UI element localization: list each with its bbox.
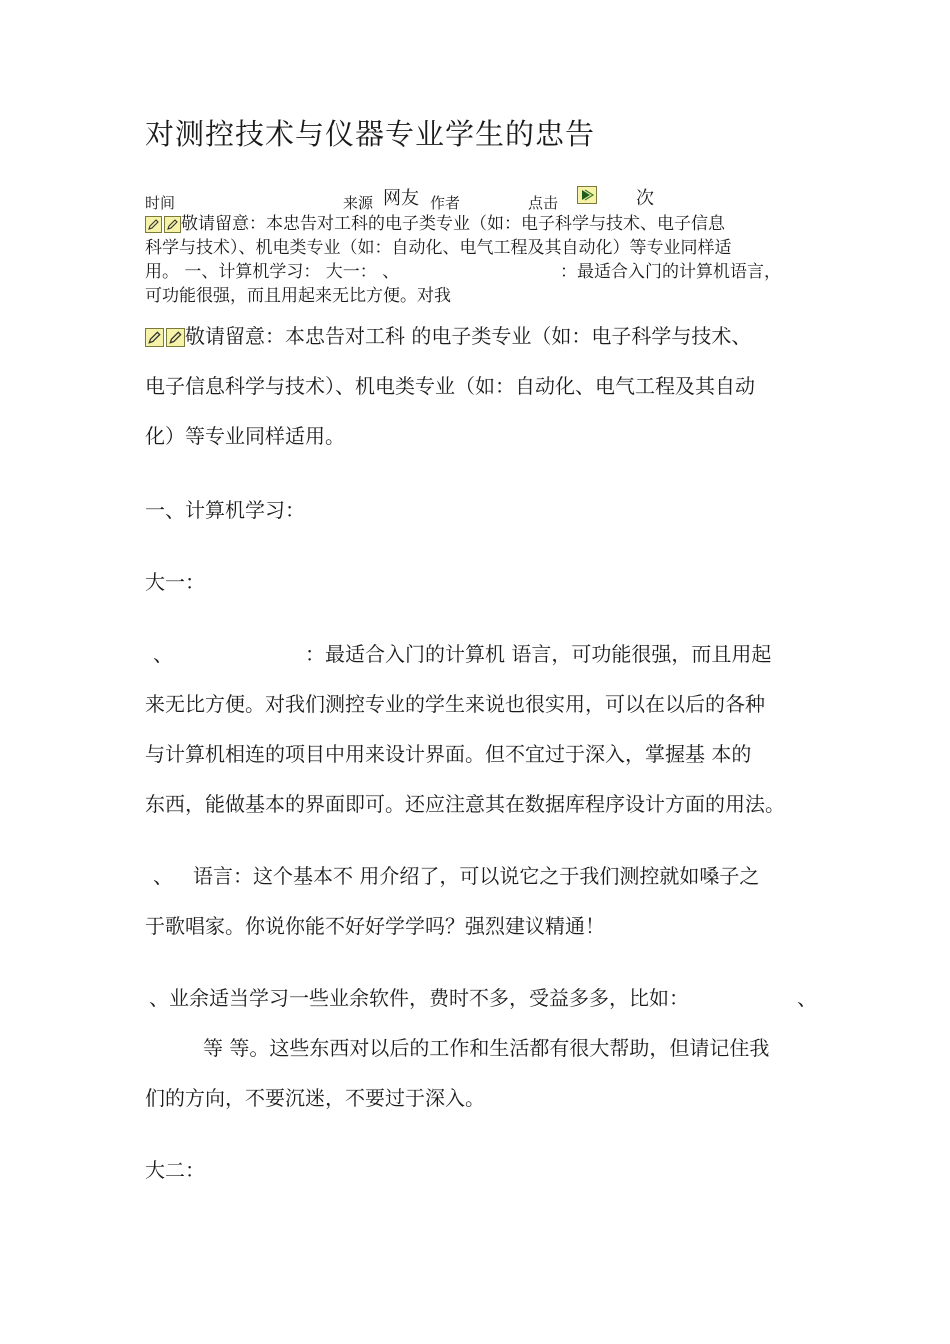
section-heading-year1: 大一： [145, 570, 205, 594]
summary-line-3 [145, 260, 810, 284]
summary-text: ：最适合入门的计算机语言， [560, 262, 781, 282]
page-title: 对测控技术与仪器专业学生的忠告 [145, 117, 596, 151]
article-meta [0, 188, 950, 214]
item3-line-1-tail: 、 [797, 986, 817, 1010]
clicks-label: 点击 [528, 194, 559, 212]
author-label: 作者 [430, 194, 461, 212]
article-body [145, 312, 817, 1312]
section-heading-computer: 一、计算机学习： [145, 498, 305, 522]
summary-line-4: 可功能很强，而且用起来无比方便。对我 [145, 286, 451, 306]
summary-text: 用。 一、计算机学习： 大一： 、 [145, 262, 400, 282]
source-value: 网友 [383, 188, 419, 209]
clicks-unit: 次 [636, 188, 654, 209]
item3-line-3: 们的方向，不要沉迷，不要过于深入。 [145, 1086, 485, 1110]
item2-line-1: 语言：这个基本不 用介绍了，可以说它之于我们测控就如嗓子之 [193, 864, 760, 888]
item1-line-4: 东西，能做基本的界面即可。还应注意其在数据库程序设计方面的用法。 [145, 792, 785, 816]
time-label: 时间 [145, 194, 176, 212]
notice-line-1 [145, 312, 751, 360]
item3-line-2: 等 等。这些东西对以后的工作和生活都有很大帮助，但请记住我 [203, 1036, 770, 1060]
item3-line-1: 、业余适当学习一些业余软件，费时不多，受益多多，比如： [149, 986, 689, 1010]
pencil-icon [145, 328, 164, 347]
item2-bullet: 、 [153, 864, 173, 888]
pencil-icon [145, 216, 162, 233]
item1-line-3: 与计算机相连的项目中用来设计界面。但不宜过于深入，掌握基 本的 [145, 742, 752, 766]
summary-line-2: 科学与技术）、机电类专业（如：自动化、电气工程及其自动化）等专业同样适 [145, 238, 732, 258]
summary-text: 敬请留意：本忠告对工科的电子类专业（如：电子科学与技术、电子信息 [181, 214, 725, 234]
item1-bullet: 、 [153, 642, 173, 666]
summary-block [145, 212, 810, 308]
notice-line-2: 电子信息科学与技术）、机电类专业（如：自动化、电气工程及其自动 [145, 374, 755, 398]
item2-line-2: 于歌唱家。你说你能不好好学学吗？强烈建议精通！ [145, 914, 605, 938]
item1-line-1: ：最适合入门的计算机 语言，可功能很强，而且用起 [305, 642, 772, 666]
pencil-icon [166, 328, 185, 347]
notice-line-3: 化）等专业同样适用。 [145, 424, 345, 448]
item1-line-2: 来无比方便。对我们测控专业的学生来说也很实用，可以在以后的各种 [145, 692, 765, 716]
pencil-icon [164, 216, 181, 233]
section-heading-year2: 大二： [145, 1158, 205, 1182]
summary-line-1 [145, 212, 810, 236]
source-label: 来源 [343, 194, 374, 212]
notice-text: 敬请留意：本忠告对工科 的电子类专业（如：电子科学与技术、 [185, 324, 752, 348]
